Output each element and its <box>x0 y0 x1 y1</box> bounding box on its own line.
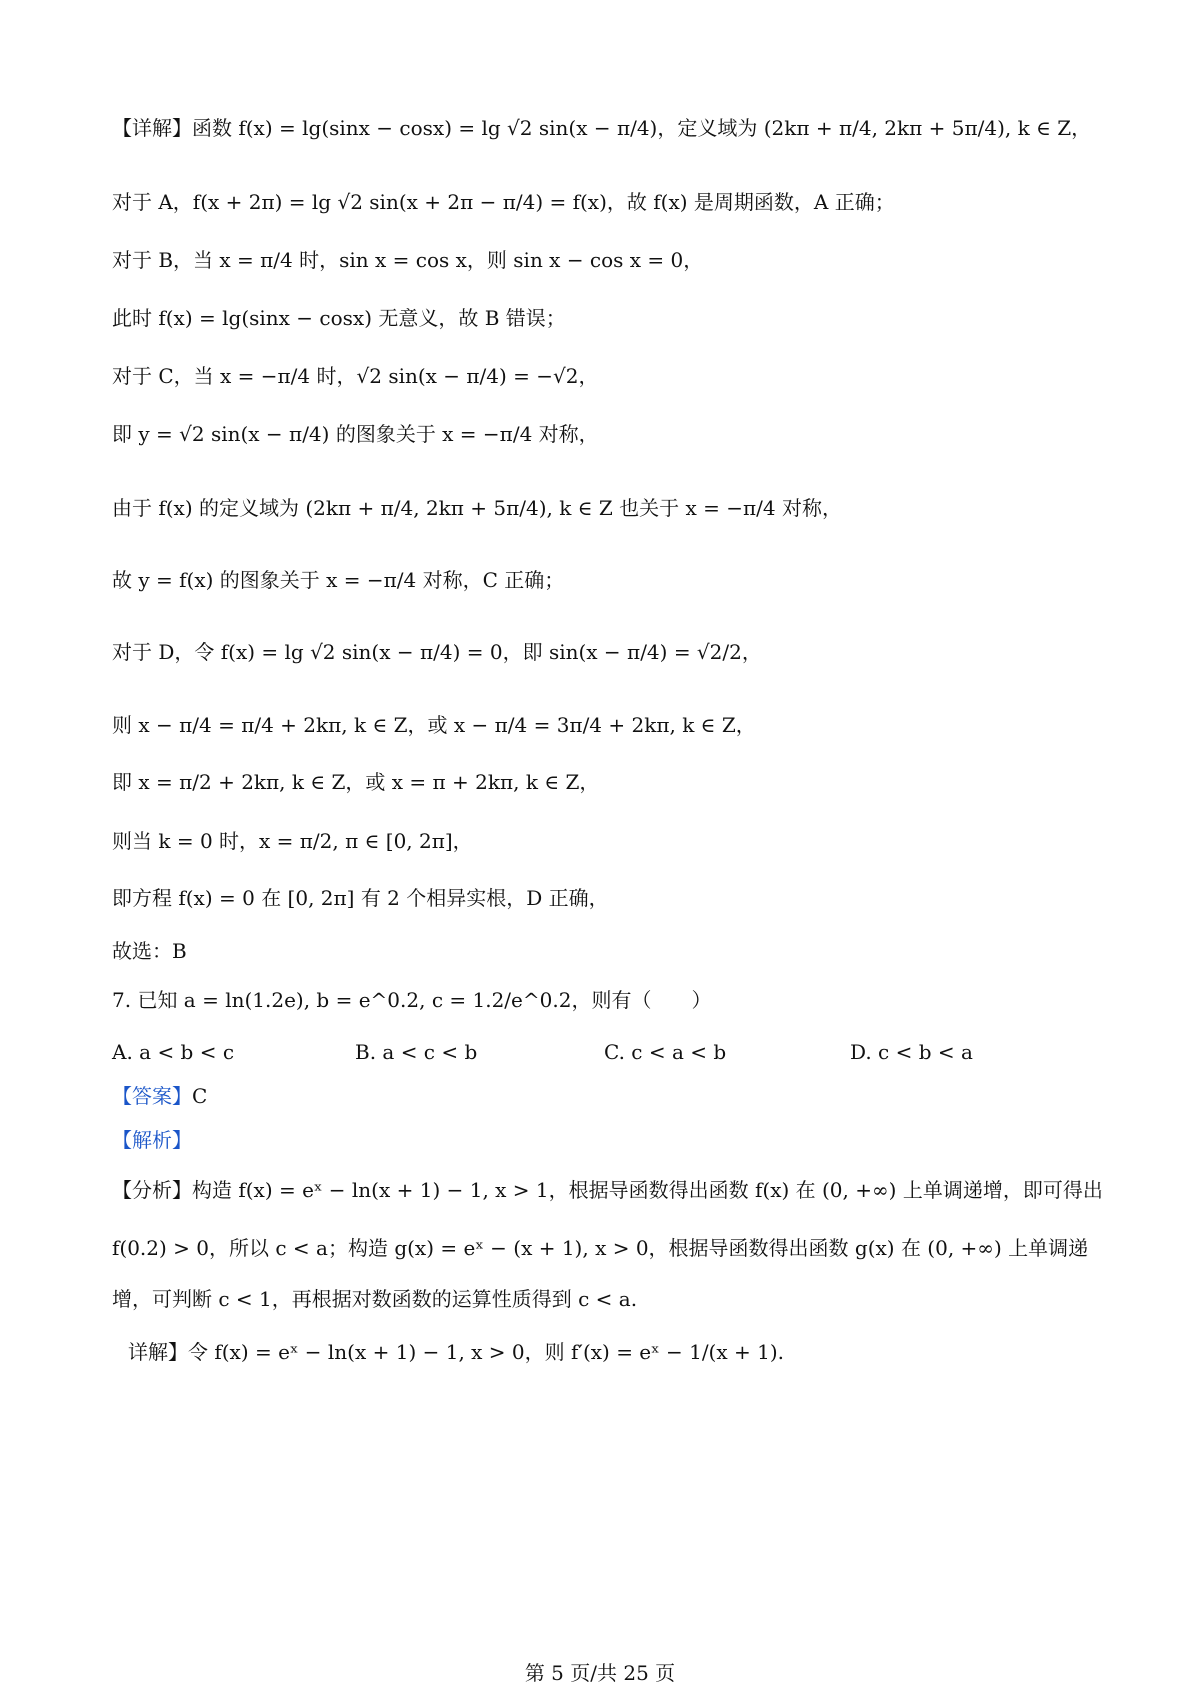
answer-value: C <box>192 1084 208 1108</box>
question-7: 7. 已知 a = ln(1.2e), b = e^0.2, c = 1.2/e^0.2，则有（ ） <box>112 988 712 1012</box>
solution-line-13: 即方程 f(x) = 0 在 [0, 2π] 有 2 个相异实根，D 正确， <box>112 886 609 910</box>
analysis-line-3: 增，可判断 c < 1，再根据对数函数的运算性质得到 c < a. <box>112 1287 638 1311</box>
detail-line: 详解】令 f(x) = eˣ − ln(x + 1) − 1, x > 0，则 f′(x) = eˣ − 1/(x + 1). <box>128 1340 784 1364</box>
solution-line-12: 则当 k = 0 时，x = π/2, π ∈ [0, 2π]， <box>112 829 473 853</box>
analysis-heading <box>112 1126 1110 1154</box>
solution-line-6: 即 y = √2 sin(x − π/4) 的图象关于 x = −π/4 对称， <box>112 422 599 446</box>
solution-line-7: 由于 f(x) 的定义域为 (2kπ + π/4, 2kπ + 5π/4), k ∈ Z 也关于 x = −π/4 对称， <box>112 496 842 520</box>
analysis-tag: 【解析】 <box>112 1128 192 1152</box>
option-a: A. a < b < c <box>112 1040 235 1064</box>
solution-line-4: 此时 f(x) = lg(sinx − cosx) 无意义，故 B 错误； <box>112 306 566 330</box>
analysis-line-2: f(0.2) > 0，所以 c < a；构造 g(x) = eˣ − (x + 1), x > 0，根据导函数得出函数 g(x) 在 (0, +∞) 上单调递 <box>112 1236 1089 1260</box>
answer-tag: 【答案】 <box>112 1084 192 1108</box>
solution-line-14: 故选：B <box>112 939 187 963</box>
solution-line-10: 则 x − π/4 = π/4 + 2kπ, k ∈ Z，或 x − π/4 = 3π/4 + 2kπ, k ∈ Z， <box>112 713 756 737</box>
option-b: B. a < c < b <box>355 1040 478 1064</box>
answer-row <box>112 1082 1110 1110</box>
solution-line-5: 对于 C，当 x = −π/4 时，√2 sin(x − π/4) = −√2， <box>112 364 599 388</box>
solution-line-9: 对于 D，令 f(x) = lg √2 sin(x − π/4) = 0，即 sin(x − π/4) = √2/2， <box>112 640 762 664</box>
solution-line-2: 对于 A，f(x + 2π) = lg √2 sin(x + 2π − π/4) = f(x)，故 f(x) 是周期函数，A 正确； <box>112 190 895 214</box>
solution-line-11: 即 x = π/2 + 2kπ, k ∈ Z，或 x = π + 2kπ, k ∈ Z， <box>112 770 600 794</box>
solution-line-1: 【详解】函数 f(x) = lg(sinx − cosx) = lg √2 sin(x − π/4)，定义域为 (2kπ + π/4, 2kπ + 5π/4), k ∈ Z， <box>112 116 1092 140</box>
page-footer: 第 5 页/共 25 页 <box>524 1661 676 1685</box>
option-d: D. c < b < a <box>850 1040 973 1064</box>
analysis-line-1: 【分析】构造 f(x) = eˣ − ln(x + 1) − 1, x > 1，根据导函数得出函数 f(x) 在 (0, +∞) 上单调递增，即可得出 <box>112 1178 1103 1202</box>
option-c: C. c < a < b <box>604 1040 727 1064</box>
solution-line-3: 对于 B，当 x = π/4 时，sin x = cos x，则 sin x − cos x = 0， <box>112 248 704 272</box>
solution-line-8: 故 y = f(x) 的图象关于 x = −π/4 对称，C 正确； <box>112 568 565 592</box>
